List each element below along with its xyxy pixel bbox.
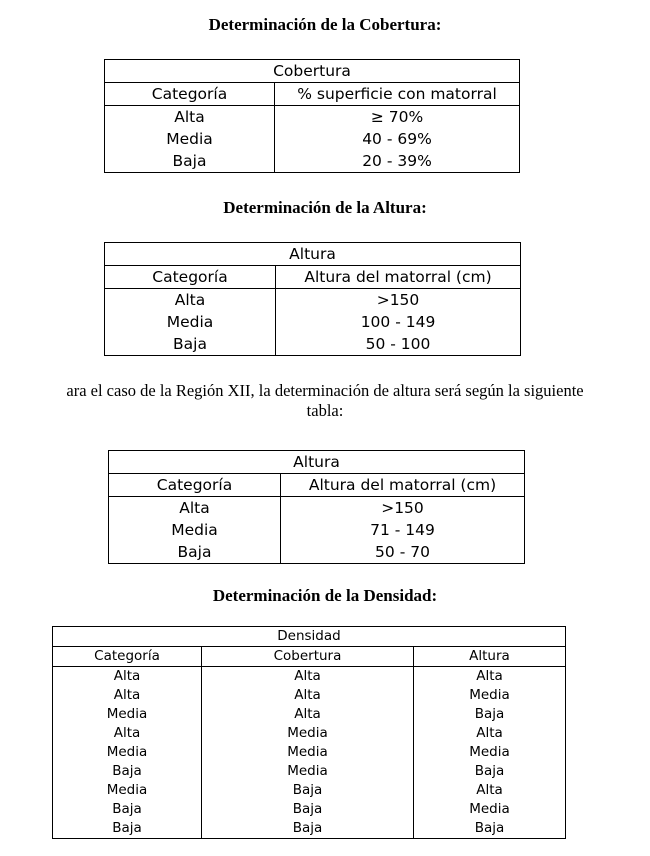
table-cell: Alta xyxy=(202,705,414,724)
cobertura-heading: Determinación de la Cobertura: xyxy=(208,15,442,34)
table-cell: Media xyxy=(202,762,414,781)
table-cell: Baja xyxy=(105,333,276,356)
altura-heading: Determinación de la Altura: xyxy=(223,198,427,217)
table-row xyxy=(105,128,520,150)
altura-table-title: Altura xyxy=(105,243,521,266)
table-cell: Media xyxy=(202,743,414,762)
densidad-heading: Determinación de la Densidad: xyxy=(212,586,438,605)
table-cell: 50 - 100 xyxy=(365,335,431,353)
table-cell: 71 - 149 xyxy=(370,521,435,539)
altura-xii-table-title: Altura xyxy=(109,451,525,474)
table-row xyxy=(109,519,525,541)
table-cell: Alta xyxy=(53,686,202,705)
table-cell: Baja xyxy=(53,762,202,781)
table-cell: Alta xyxy=(105,106,275,129)
table-cell: 50 - 70 xyxy=(375,543,430,561)
column-header-cobertura: Cobertura xyxy=(202,647,414,667)
altura-region-xii-table xyxy=(108,450,525,564)
table-cell: Media xyxy=(109,519,281,541)
column-header-categoria: Categoría xyxy=(105,83,275,106)
table-row xyxy=(53,667,566,687)
table-row xyxy=(53,781,566,800)
table-row xyxy=(105,106,520,129)
table-row xyxy=(53,800,566,819)
table-row xyxy=(109,497,525,520)
table-cell: Baja xyxy=(474,820,505,836)
table-cell: Media xyxy=(202,724,414,743)
column-header-superficie: % superficie con matorral xyxy=(275,83,520,106)
table-cell: Alta xyxy=(202,667,414,687)
table-cell: Baja xyxy=(109,541,281,564)
table-row xyxy=(105,150,520,173)
table-row xyxy=(53,705,566,724)
table-row xyxy=(53,762,566,781)
region-note-line-2: tabla: xyxy=(306,401,344,420)
table-cell: Alta xyxy=(53,724,202,743)
column-header-categoria: Categoría xyxy=(53,647,202,667)
table-row xyxy=(53,686,566,705)
table-cell: Media xyxy=(469,687,510,703)
table-cell: Alta xyxy=(476,782,503,798)
region-note-line-1: ara el caso de la Región XII, la determinación de altura será según la siguiente xyxy=(66,381,584,400)
table-row xyxy=(53,743,566,762)
table-row xyxy=(109,541,525,564)
table-cell: Baja xyxy=(202,819,414,839)
table-cell: Media xyxy=(53,781,202,800)
table-cell: >150 xyxy=(376,291,420,309)
table-cell: Baja xyxy=(474,706,505,722)
table-cell: Alta xyxy=(53,667,202,687)
densidad-table xyxy=(52,626,566,839)
table-row xyxy=(105,289,521,312)
table-row xyxy=(105,333,521,356)
table-cell: Media xyxy=(105,311,276,333)
densidad-table-title: Densidad xyxy=(53,627,566,647)
table-cell: Baja xyxy=(53,800,202,819)
table-cell: Alta xyxy=(109,497,281,520)
cobertura-table xyxy=(104,59,520,173)
table-cell: Baja xyxy=(53,819,202,839)
table-cell: >150 xyxy=(381,499,424,517)
table-cell: Media xyxy=(469,744,510,760)
table-cell: 40 - 69% xyxy=(362,130,432,148)
table-cell: Baja xyxy=(105,150,275,173)
table-cell: 100 - 149 xyxy=(360,313,436,331)
table-cell: Media xyxy=(53,705,202,724)
table-cell: Media xyxy=(105,128,275,150)
cobertura-table-title: Cobertura xyxy=(105,60,520,83)
column-header-categoria: Categoría xyxy=(105,266,276,289)
table-cell: Baja xyxy=(474,763,505,779)
table-cell: Baja xyxy=(202,800,414,819)
table-row xyxy=(53,819,566,839)
column-header-categoria: Categoría xyxy=(109,474,281,497)
table-cell: Baja xyxy=(202,781,414,800)
table-cell: Alta xyxy=(476,725,503,741)
table-cell: Alta xyxy=(476,668,503,684)
table-cell: 20 - 39% xyxy=(362,152,432,170)
table-cell: Alta xyxy=(105,289,276,312)
table-row xyxy=(105,311,521,333)
column-header-altura: Altura del matorral (cm) xyxy=(281,474,525,497)
table-row xyxy=(53,724,566,743)
table-cell: Alta xyxy=(202,686,414,705)
table-cell: ≥ 70% xyxy=(370,108,424,126)
column-header-altura: Altura del matorral (cm) xyxy=(276,266,521,289)
altura-table xyxy=(104,242,521,356)
table-cell: Media xyxy=(53,743,202,762)
column-header-altura: Altura xyxy=(414,647,566,667)
table-cell: Media xyxy=(469,801,510,817)
